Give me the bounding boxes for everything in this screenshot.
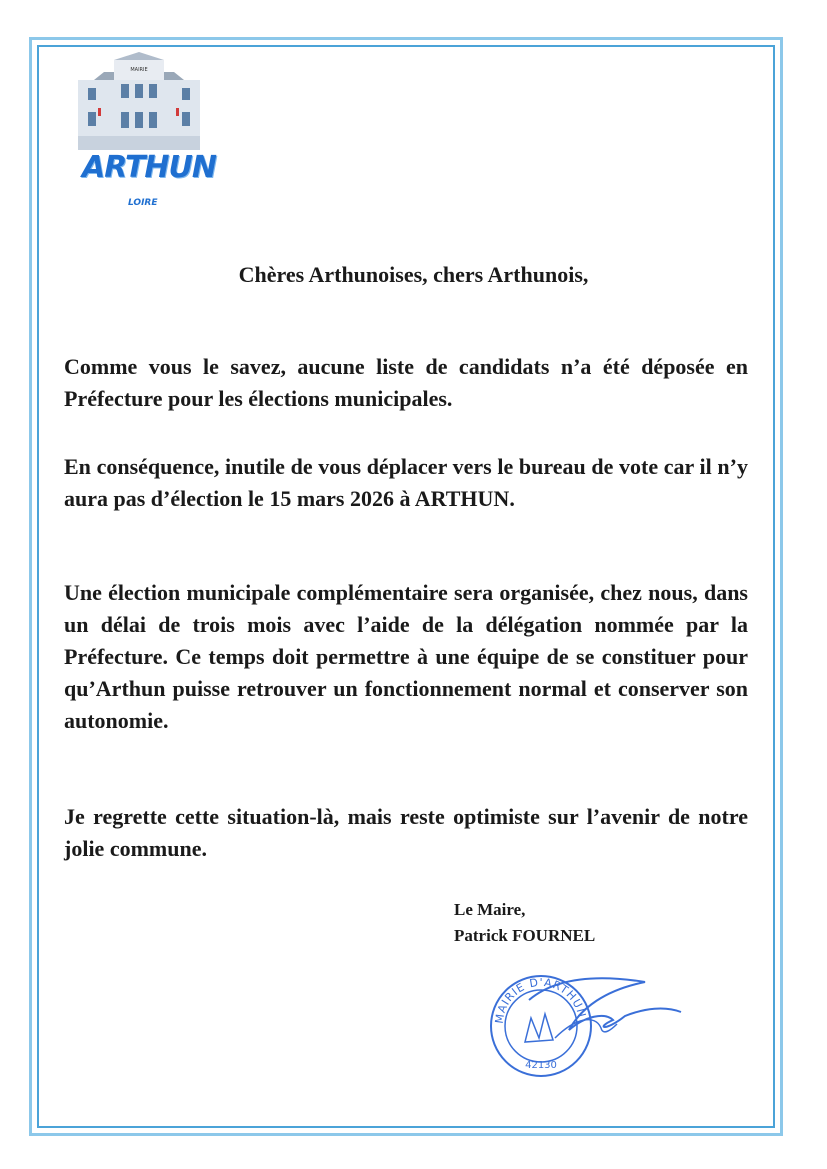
letter-greeting: Chères Arthunoises, chers Arthunois, [238,262,589,287]
svg-text:MAIRIE D'ARTHUN [493,976,589,1025]
signature-name: Patrick FOURNEL [454,926,596,945]
town-logo-name: ARTHUN [82,150,217,185]
stamp-postcode: 42130 [525,1060,557,1071]
official-stamp [485,968,685,1080]
letter-paragraph: Comme vous le savez, aucune liste de candidats n’a été déposée en Préfecture pour les élections municipales. [64,354,748,411]
signature-title: Le Maire, [454,900,526,919]
signature-block [454,897,595,949]
letter-paragraph: Une élection municipale complémentaire sera organisée, chez nous, dans un délai de trois mois avec l’aide de la délégation nommée par la Préfecture. Ce temps doit permettre à une équipe de se constituer pour qu’Arthun puisse retrouver un fonctionnement normal et conserver son autonomie. [64,580,748,733]
stamp-text: MAIRIE D'ARTHUN [492,975,589,1025]
town-logo-department: LOIRE [128,198,158,208]
letter-paragraph: Je regrette cette situation-là, mais reste optimiste sur l’avenir de notre jolie commune. [64,804,748,861]
town-hall-logo [74,52,217,222]
letter-paragraph: En conséquence, inutile de vous déplacer vers le bureau de vote car il n’y aura pas d’élection le 15 mars 2026 à ARTHUN. [64,454,748,511]
building-sign: MAIRIE [130,67,148,73]
